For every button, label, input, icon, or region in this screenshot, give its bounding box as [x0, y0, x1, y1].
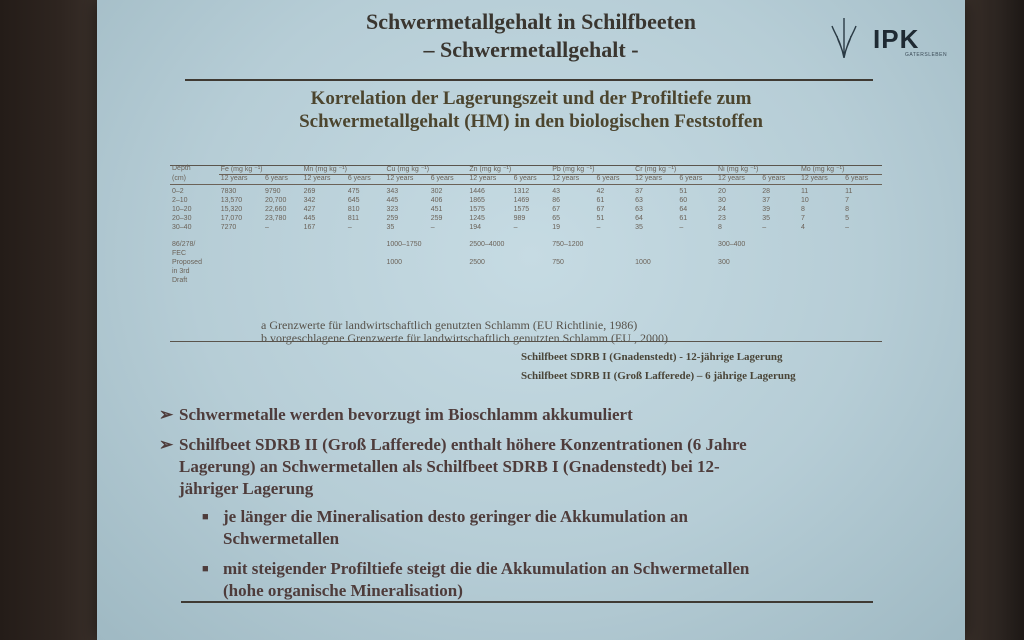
logo-text: IPK — [873, 24, 920, 54]
value-cell: 167 — [303, 224, 316, 231]
sub-bullet-2-text-line2: (hohe organische Mineralisation) — [223, 581, 463, 600]
value-cell: 302 — [430, 188, 443, 195]
value-cell: – — [513, 224, 518, 231]
table-subheader-row — [170, 175, 882, 185]
metal-header: Cr (mg kg ⁻¹) — [633, 165, 716, 175]
ipk-logo — [829, 12, 949, 60]
bottom-divider — [181, 601, 873, 603]
value-cell: – — [845, 224, 850, 231]
value-cell: 810 — [347, 206, 360, 213]
sub-bullet-1-text-line1: je länger die Mineralisation desto geringer die Akkumulation an — [223, 507, 688, 526]
limit-row-cont — [170, 250, 882, 259]
logo-subtext: GATERSLEBEN — [905, 52, 948, 58]
value-cell: – — [762, 224, 767, 231]
table-header-row — [170, 165, 882, 175]
period-header: 6 years — [679, 175, 703, 182]
value-cell — [219, 241, 385, 250]
limit-label: FEC — [172, 250, 186, 257]
value-cell: 23 — [718, 215, 726, 222]
bullet-2-text-line2: Lagerung) an Schwermetallen als Schilfbeet SDRB I (Gnadenstedt) bei 12- — [179, 457, 720, 476]
value-cell: 17,070 — [220, 215, 243, 222]
value-cell: 323 — [386, 206, 399, 213]
value-cell: 1469 — [513, 197, 530, 204]
value-cell: 445 — [303, 215, 316, 222]
value-cell: 11 — [845, 188, 853, 195]
proposed-value: 300 — [718, 259, 730, 266]
value-cell: 63 — [635, 197, 643, 204]
value-cell: 427 — [303, 206, 316, 213]
value-cell: 24 — [718, 206, 726, 213]
value-cell: 8 — [800, 206, 805, 213]
depth-cell: 30–40 — [172, 224, 192, 231]
proposed-label: Proposed — [172, 259, 202, 266]
table-row — [170, 197, 882, 206]
value-cell: 7270 — [220, 224, 237, 231]
value-cell: 9790 — [264, 188, 281, 195]
title-divider — [185, 79, 873, 81]
value-cell: 51 — [596, 215, 605, 222]
limit-value: 300–400 — [718, 241, 746, 248]
footnote-a: a Grenzwerte für landwirtschaftlich genutzten Schlamm (EU Richtlinie, 1986) — [261, 318, 638, 332]
period-header: 6 years — [845, 175, 869, 182]
value-cell: 28 — [762, 188, 771, 195]
proposed-value: 2500 — [469, 259, 485, 266]
period-header: 6 years — [513, 175, 537, 182]
value-cell — [633, 241, 716, 250]
period-header: 12 years — [220, 175, 248, 182]
period-header: 12 years — [800, 175, 828, 182]
period-header: 12 years — [303, 175, 331, 182]
value-cell: 5 — [845, 215, 850, 222]
limit-value: 1000–1750 — [386, 241, 422, 248]
metal-header: Fe (mg kg ⁻¹) — [219, 165, 302, 175]
heavy-metal-table — [170, 165, 882, 286]
table-row — [170, 206, 882, 215]
sub-bullet-1-text-line2: Schwermetallen — [223, 529, 340, 548]
footnote-b: b vorgeschlagene Grenzwerte für landwirtschaftlich genutzten Schlamm (EU , 2000) — [261, 331, 668, 345]
value-cell: 1575 — [469, 206, 485, 213]
period-header: 12 years — [635, 175, 663, 182]
value-cell: 8 — [845, 206, 850, 213]
value-cell: 989 — [513, 215, 526, 222]
value-cell: 10 — [800, 197, 809, 204]
value-cell: 1312 — [513, 188, 530, 195]
projection-screen — [97, 0, 965, 640]
value-cell: 19 — [552, 224, 561, 231]
square-bullet-icon: ■ — [202, 563, 209, 575]
value-cell: 35 — [762, 215, 771, 222]
value-cell: 86 — [552, 197, 561, 204]
value-cell: 342 — [303, 197, 316, 204]
value-cell: 43 — [552, 188, 561, 195]
arrow-bullet-icon: ➢ — [159, 435, 174, 454]
depth-cell: 2–10 — [172, 197, 188, 204]
period-header: 6 years — [264, 175, 288, 182]
value-cell: 67 — [596, 206, 605, 213]
value-cell: 269 — [303, 188, 316, 195]
period-header: 12 years — [552, 175, 580, 182]
value-cell: 63 — [635, 206, 643, 213]
value-cell: 4 — [800, 224, 805, 231]
value-cell: – — [347, 224, 352, 231]
sub-bullet-2-text-line1: mit steigender Profiltiefe steigt die die Akkumulation an Schwermetallen — [223, 559, 750, 578]
table-row — [170, 188, 882, 197]
depth-cell: 20–30 — [172, 215, 192, 222]
value-cell: 1245 — [469, 215, 485, 222]
value-cell: 259 — [430, 215, 443, 222]
value-cell: 20 — [718, 188, 726, 195]
value-cell: – — [679, 224, 684, 231]
depth-unit-header: (cm) — [172, 174, 186, 182]
depth-cell: 0–2 — [172, 188, 184, 195]
table-row — [170, 224, 882, 233]
value-cell: 23,780 — [264, 215, 287, 222]
limit-value: 2500–4000 — [469, 241, 505, 248]
plant-icon — [829, 12, 859, 58]
value-cell: 51 — [679, 188, 688, 195]
metal-header: Cu (mg kg ⁻¹) — [384, 165, 467, 175]
proposed-value: 1000 — [635, 259, 651, 266]
table-row — [170, 215, 882, 224]
value-cell: 7830 — [220, 188, 237, 195]
square-bullet-icon: ■ — [202, 511, 209, 523]
limit-row — [170, 241, 882, 250]
value-cell: 645 — [347, 197, 360, 204]
proposed-label: Draft — [172, 277, 188, 284]
metal-header: Zn (mg kg ⁻¹) — [467, 165, 550, 175]
value-cell: 22,660 — [264, 206, 287, 213]
value-cell: 35 — [635, 224, 643, 231]
period-header: 12 years — [718, 175, 745, 182]
value-cell: 1865 — [469, 197, 485, 204]
period-header: 6 years — [430, 175, 454, 182]
value-cell: 11 — [800, 188, 809, 195]
value-cell: – — [430, 224, 435, 231]
value-cell: 451 — [430, 206, 443, 213]
value-cell: 8 — [718, 224, 722, 231]
limit-value: 750–1200 — [552, 241, 584, 248]
value-cell: 406 — [430, 197, 443, 204]
slide-subtitle: Korrelation der Lagerungszeit und der Profiltiefe zum — [310, 88, 752, 109]
proposed-value: 1000 — [386, 259, 403, 266]
value-cell: 7 — [800, 215, 805, 222]
value-cell: 39 — [762, 206, 771, 213]
period-header: 12 years — [386, 175, 414, 182]
value-cell: – — [264, 224, 269, 231]
metal-header: Mn (mg kg ⁻¹) — [302, 165, 385, 175]
value-cell: 61 — [679, 215, 688, 222]
bullet-1-text: Schwermetalle werden bevorzugt im Bioschlamm akkumuliert — [179, 405, 633, 424]
period-header: 6 years — [596, 175, 620, 182]
metal-header: Ni (mg kg ⁻¹) — [716, 165, 799, 175]
value-cell: 475 — [347, 188, 360, 195]
legend-sdrb-2: Schilfbeet SDRB II (Groß Lafferede) – 6 jährige Lagerung — [521, 370, 796, 382]
value-cell: 30 — [718, 197, 726, 204]
value-cell: 7 — [845, 197, 850, 204]
value-cell: 37 — [762, 197, 771, 204]
legend-sdrb-1: Schilfbeet SDRB I (Gnadenstedt) - 12-jährige Lagerung — [521, 351, 783, 363]
value-cell: 67 — [552, 206, 561, 213]
value-cell: – — [596, 224, 601, 231]
value-cell: 65 — [552, 215, 561, 222]
value-cell: 1446 — [469, 188, 485, 195]
bullet-2-text-line1: Schilfbeet SDRB II (Groß Lafferede) enthalt höhere Konzentrationen (6 Jahre — [179, 435, 747, 454]
depth-cell: 10–20 — [172, 206, 192, 213]
value-cell — [799, 241, 882, 250]
slide-title: Schwermetallgehalt in Schilfbeeten — [366, 9, 696, 34]
value-cell: 60 — [679, 197, 688, 204]
proposed-label: in 3rd — [172, 268, 190, 275]
value-cell: 1575 — [513, 206, 530, 213]
arrow-bullet-icon: ➢ — [159, 405, 174, 424]
period-header: 6 years — [347, 175, 371, 182]
value-cell: 64 — [635, 215, 643, 222]
value-cell: 259 — [386, 215, 399, 222]
period-header: 12 years — [469, 175, 497, 182]
value-cell: 811 — [347, 215, 359, 222]
limit-label: 86/278/ — [172, 241, 196, 248]
value-cell: 445 — [386, 197, 399, 204]
depth-header: Depth — [172, 165, 191, 172]
value-cell: 343 — [386, 188, 399, 195]
value-cell: 61 — [596, 197, 605, 204]
slide-subtitle-line2: Schwermetallgehalt (HM) in den biologischen Feststoffen — [299, 111, 763, 132]
period-header: 6 years — [762, 175, 786, 182]
value-cell: 15,320 — [220, 206, 243, 213]
value-cell: 64 — [679, 206, 688, 213]
slide-title-line2: – Schwermetallgehalt - — [423, 37, 639, 62]
value-cell — [219, 259, 385, 268]
value-cell: 13,570 — [220, 197, 243, 204]
proposed-value: 750 — [552, 259, 564, 266]
proposed-row — [170, 259, 882, 268]
value-cell: 37 — [635, 188, 643, 195]
metal-header: Pb (mg kg ⁻¹) — [550, 165, 633, 175]
value-cell: 35 — [386, 224, 395, 231]
bullet-2-text-line3: jähriger Lagerung — [179, 479, 314, 498]
value-cell: 42 — [596, 188, 605, 195]
metal-header: Mo (mg kg ⁻¹) — [799, 165, 882, 175]
value-cell: 194 — [469, 224, 482, 231]
value-cell: 20,700 — [264, 197, 287, 204]
